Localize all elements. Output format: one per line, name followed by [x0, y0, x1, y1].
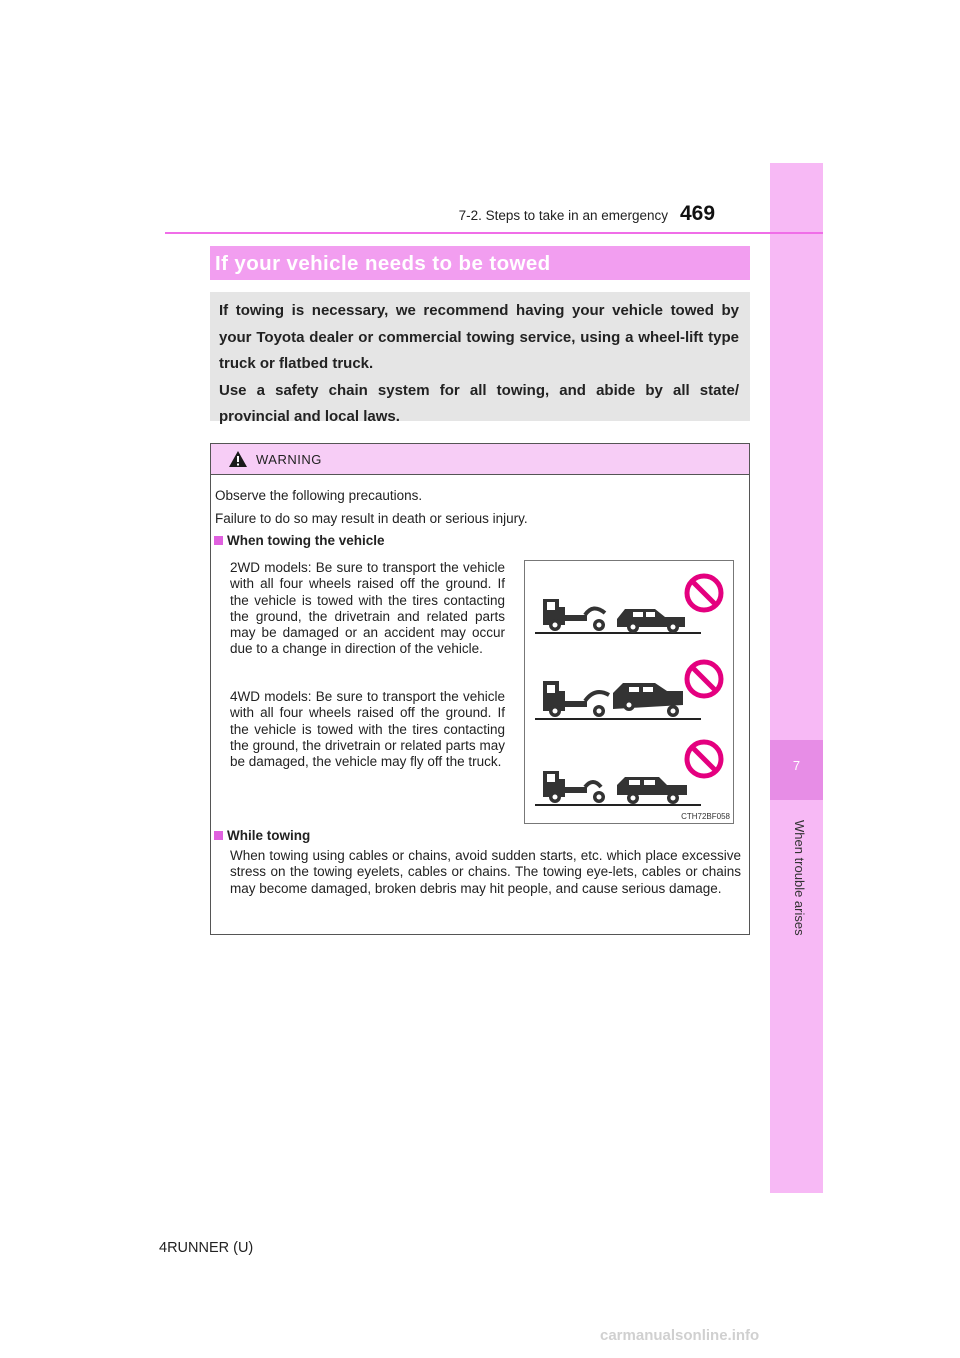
paragraph-2wd: 2WD models: Be sure to transport the vehicle with all four wheels raised off the ground. If the vehicle is towed with the tires contacting the ground, the drivetrain and related parts may be damaged or an accident may occur due to a change in direction of the vehicle.: [230, 560, 505, 657]
heading-towing-vehicle-text: When towing the vehicle: [227, 533, 385, 548]
watermark: carmanualsonline.info: [600, 1327, 760, 1344]
towing-illustration: [524, 560, 734, 824]
paragraph-while-towing: When towing using cables or chains, avoid sudden starts, etc. which place excessive stress on the towing eyelets, cables or chains. The towing eye-lets, cables or chains may become damaged, broken debris may hit people, and cause serious damage.: [230, 848, 741, 896]
intro-paragraph-2: Use a safety chain system for all towing, and abide by all state/ provincial and local laws.: [219, 381, 739, 425]
warning-line-1: Observe the following precautions.: [215, 488, 423, 503]
chapter-number: 7: [792, 758, 801, 773]
chapter-label: When trouble arises: [792, 820, 807, 936]
warning-header: [211, 444, 749, 475]
heading-while-towing-text: While towing: [227, 828, 311, 843]
model-footer: 4RUNNER (U): [159, 1240, 254, 1256]
page-title: If your vehicle needs to be towed: [215, 252, 551, 275]
tow-scene-1: [535, 576, 721, 633]
heading-while-towing: [214, 828, 310, 843]
paragraph-4wd: 4WD models: Be sure to transport the vehicle with all four wheels raised off the ground. If the vehicle is towed with the tires contacting the ground, the drivetrain or related parts may be damaged, the vehicle may fly off the truck.: [230, 689, 505, 770]
warning-box: [210, 443, 750, 935]
chapter-side-tab: [770, 163, 823, 1193]
section-header: 7-2. Steps to take in an emergency: [458, 208, 668, 223]
page-number: 469: [680, 202, 716, 225]
warning-label: WARNING: [256, 452, 322, 467]
warning-triangle-icon: [228, 450, 248, 468]
intro-text: [219, 298, 739, 431]
tow-scene-3: [535, 742, 721, 805]
header-rule: [165, 232, 823, 234]
towing-methods-figure: [525, 561, 733, 823]
intro-paragraph-1: If towing is necessary, we recommend having your vehicle towed by your Toyota dealer or commercial towing service, using a wheel-lift type truck or flatbed truck.: [219, 302, 739, 372]
bullet-square-icon: [214, 831, 223, 840]
illustration-code: CTH72BF058: [681, 812, 730, 821]
tow-scene-2: [535, 662, 721, 719]
warning-line-2: Failure to do so may result in death or serious injury.: [215, 511, 528, 526]
bullet-square-icon: [214, 536, 223, 545]
heading-towing-vehicle: [214, 533, 385, 548]
